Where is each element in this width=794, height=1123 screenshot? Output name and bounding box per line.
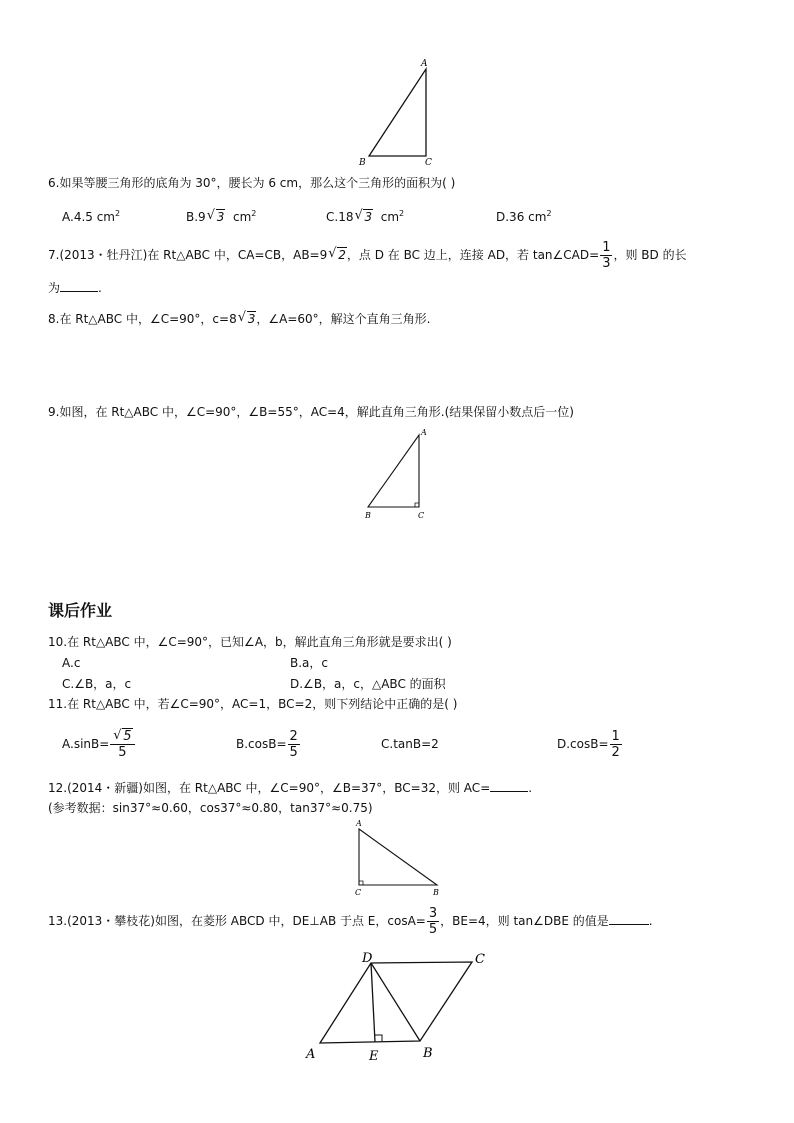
- label-C: C: [425, 158, 432, 168]
- label-A: A: [421, 428, 427, 437]
- label-C: C: [418, 511, 425, 520]
- q10-option-c: C.∠B，a，c: [62, 677, 132, 691]
- q11-option-c: C.tanB=2: [381, 737, 439, 751]
- q10-option-d: D.∠B，a，c，△ABC 的面积: [290, 677, 446, 691]
- q7-fraction: $\frac{1}{3}$: [602, 240, 611, 271]
- q12-text: 12.(2014・新疆)如图，在 Rt△ABC 中，∠C=90°，∠B=37°，BC=32，则 AC= .: [48, 781, 533, 795]
- q6-option-a: A.4.5 $cm^2$: [62, 209, 121, 224]
- q11-text: 11.在 Rt△ABC 中，若∠C=90°，AC=1，BC=2，则下列结论中正确的是( ): [48, 697, 458, 711]
- q7-answer-blank: [60, 279, 98, 292]
- q10-text: 10.在 Rt△ABC 中，∠C=90°，已知∠A，b，解此直角三角形就是要求出( ): [48, 635, 452, 649]
- q7-text: 7.(2013・牡丹江)在 Rt△ABC 中，CA=CB，AB=9 √ 2，点 D 在 BC 边上，连接 AD，若 tan∠CAD= $\frac{1}{3}$ ，则 BD 的长: [48, 240, 687, 271]
- q6-option-c: C.18 √ 3 $cm^2$: [326, 208, 405, 224]
- q11-option-d: D.cosB= $\frac{1}{2}$: [557, 729, 620, 760]
- q11-option-a: A.sinB= √ 5 5: [62, 724, 136, 764]
- label-A: A: [306, 1047, 316, 1062]
- figure-q9-triangle: [360, 426, 440, 522]
- label-B: B: [423, 1046, 433, 1061]
- q13-fraction: $\frac{3}{5}$: [428, 906, 438, 937]
- q11-option-b: B.cosB= $\frac{2}{5}$: [236, 729, 298, 760]
- q12-reference-data: (参考数据：sin37°≈0.60，cos37°≈0.80，tan37°≈0.75): [48, 801, 373, 815]
- label-B: B: [433, 888, 439, 897]
- q6-option-d: D.36 $cm^2$: [496, 209, 552, 224]
- q12-answer-blank: [490, 779, 528, 792]
- q10-option-a: A.c: [62, 656, 81, 670]
- figure-q12-triangle: [350, 818, 450, 898]
- label-A: A: [421, 59, 428, 69]
- q6-option-b: B.9 √ 3 $cm^2$: [186, 208, 257, 224]
- figure-top-triangle: [355, 55, 445, 170]
- q13-answer-blank: [609, 912, 649, 925]
- label-B: B: [359, 158, 366, 168]
- label-B: B: [365, 511, 371, 520]
- q8-text: 8.在 Rt△ABC 中，∠C=90°，c=8 √ 3，∠A=60°，解这个直角三角形.: [48, 310, 431, 326]
- label-C: C: [475, 952, 485, 967]
- label-C: C: [355, 888, 362, 897]
- label-E: E: [369, 1049, 379, 1064]
- section-title: 课后作业: [48, 601, 113, 620]
- label-D: D: [362, 951, 373, 966]
- q13-text: 13.(2013・攀枝花)如图，在菱形 ABCD 中，DE⊥AB 于点 E，cosA= $\frac{3}{5}$ ，BE=4，则 tan∠DBE 的值是 .: [48, 906, 653, 937]
- q6-text: 6.如果等腰三角形的底角为 30°，腰长为 6 cm，那么这个三角形的面积为( ): [48, 176, 456, 190]
- q7-line2: 为 .: [48, 281, 102, 295]
- q10-option-b: B.a，c: [290, 656, 328, 670]
- figure-q13-rhombus: [300, 946, 500, 1068]
- q9-text: 9.如图，在 Rt△ABC 中，∠C=90°，∠B=55°，AC=4，解此直角三角形.(结果保留小数点后一位): [48, 405, 574, 419]
- label-A: A: [356, 819, 362, 828]
